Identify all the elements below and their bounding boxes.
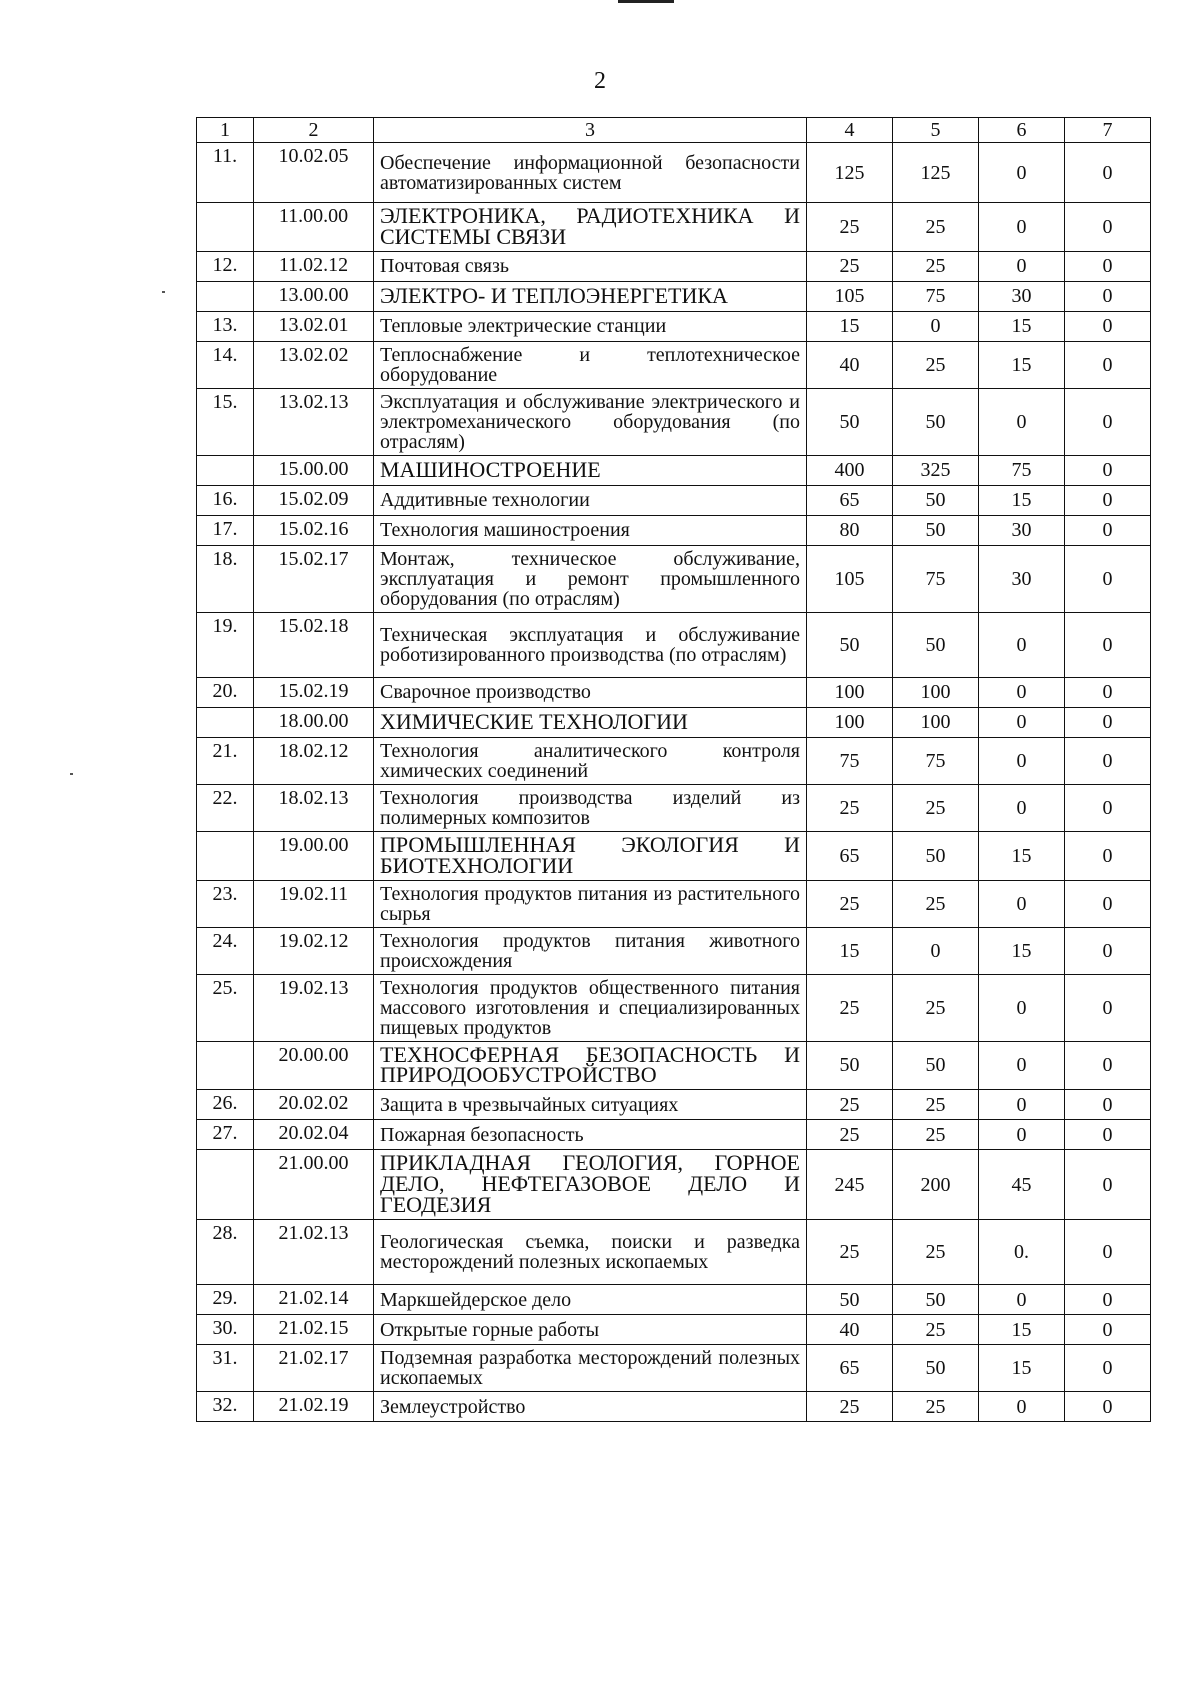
- value-cell-col7: 0: [1065, 388, 1151, 455]
- specialty-name-cell: Технология продуктов питания животного происхождения: [374, 927, 807, 974]
- specialty-name-cell: Сварочное производство: [374, 677, 807, 707]
- value-cell-col6: 0: [979, 251, 1065, 281]
- header-cell: 7: [1065, 118, 1151, 143]
- value-cell-col4: 25: [807, 880, 893, 927]
- row-number-cell: 30.: [197, 1315, 254, 1345]
- value-cell-col7: 0: [1065, 281, 1151, 311]
- value-cell-col4: 50: [807, 388, 893, 455]
- value-cell-col5: 0: [893, 311, 979, 341]
- specialty-code-cell: 19.02.11: [254, 880, 374, 927]
- specialty-code-cell: 15.02.09: [254, 485, 374, 515]
- value-cell-col7: 0: [1065, 1120, 1151, 1150]
- specialty-code-cell: 20.02.04: [254, 1120, 374, 1150]
- header-cell: 5: [893, 118, 979, 143]
- row-number-cell: 20.: [197, 677, 254, 707]
- value-cell-col5: 25: [893, 784, 979, 831]
- group-name-cell: ПРИКЛАДНАЯ ГЕОЛОГИЯ, ГОРНОЕ ДЕЛО, НЕФТЕГАЗОВОЕ ДЕЛО И ГЕОДЕЗИЯ: [374, 1150, 807, 1220]
- value-cell-col7: 0: [1065, 203, 1151, 252]
- value-cell-col7: 0: [1065, 677, 1151, 707]
- value-cell-col5: 75: [893, 281, 979, 311]
- value-cell-col6: 0: [979, 784, 1065, 831]
- value-cell-col6: 0: [979, 1392, 1065, 1422]
- value-cell-col7: 0: [1065, 612, 1151, 677]
- value-cell-col6: 15: [979, 831, 1065, 880]
- scan-speck: [162, 291, 165, 293]
- specialty-code-cell: 19.02.12: [254, 927, 374, 974]
- value-cell-col6: 0: [979, 974, 1065, 1041]
- value-cell-col7: 0: [1065, 341, 1151, 388]
- row-number-cell: 18.: [197, 545, 254, 612]
- specialty-name-cell: Защита в чрезвычайных ситуациях: [374, 1090, 807, 1120]
- row-number-cell: [197, 831, 254, 880]
- table-row: [197, 737, 1151, 784]
- value-cell-col4: 50: [807, 1285, 893, 1315]
- value-cell-col6: 0: [979, 612, 1065, 677]
- value-cell-col6: 15: [979, 1315, 1065, 1345]
- row-number-cell: 22.: [197, 784, 254, 831]
- value-cell-col7: 0: [1065, 251, 1151, 281]
- table-body: [197, 143, 1151, 1422]
- value-cell-col6: 0: [979, 707, 1065, 737]
- value-cell-col5: 50: [893, 1345, 979, 1392]
- row-number-cell: [197, 707, 254, 737]
- specialty-code-cell: 18.02.13: [254, 784, 374, 831]
- specialty-name-cell: Технология аналитического контроля химических соединений: [374, 737, 807, 784]
- value-cell-col5: 25: [893, 341, 979, 388]
- row-number-cell: 13.: [197, 311, 254, 341]
- specialty-name-cell: Почтовая связь: [374, 251, 807, 281]
- table-group-row: [197, 1150, 1151, 1220]
- value-cell-col6: 0: [979, 388, 1065, 455]
- value-cell-col7: 0: [1065, 1150, 1151, 1220]
- value-cell-col5: 75: [893, 545, 979, 612]
- value-cell-col4: 50: [807, 612, 893, 677]
- specialty-code-cell: 19.02.13: [254, 974, 374, 1041]
- row-number-cell: [197, 281, 254, 311]
- specialty-code-cell: 21.02.14: [254, 1285, 374, 1315]
- row-number-cell: [197, 203, 254, 252]
- value-cell-col5: 50: [893, 612, 979, 677]
- table-row: [197, 1315, 1151, 1345]
- value-cell-col4: 400: [807, 455, 893, 485]
- value-cell-col5: 25: [893, 1120, 979, 1150]
- value-cell-col4: 15: [807, 311, 893, 341]
- table-row: [197, 880, 1151, 927]
- value-cell-col5: 25: [893, 880, 979, 927]
- value-cell-col6: 0.: [979, 1220, 1065, 1285]
- value-cell-col7: 0: [1065, 784, 1151, 831]
- value-cell-col4: 65: [807, 485, 893, 515]
- value-cell-col7: 0: [1065, 311, 1151, 341]
- specialty-name-cell: Геологическая съемка, поиски и разведка месторождений полезных ископаемых: [374, 1220, 807, 1285]
- row-number-cell: 29.: [197, 1285, 254, 1315]
- specialty-code-cell: 11.02.12: [254, 251, 374, 281]
- table-row: [197, 1285, 1151, 1315]
- specialty-name-cell: Техническая эксплуатация и обслуживание роботизированного производства (по отраслям): [374, 612, 807, 677]
- value-cell-col7: 0: [1065, 974, 1151, 1041]
- specialty-name-cell: Технология продуктов питания из растительного сырья: [374, 880, 807, 927]
- row-number-cell: 17.: [197, 515, 254, 545]
- row-number-cell: 21.: [197, 737, 254, 784]
- specialty-name-cell: Тепловые электрические станции: [374, 311, 807, 341]
- value-cell-col5: 25: [893, 251, 979, 281]
- header-cell: 4: [807, 118, 893, 143]
- value-cell-col4: 105: [807, 545, 893, 612]
- specialty-name-cell: Маркшейдерское дело: [374, 1285, 807, 1315]
- value-cell-col4: 25: [807, 1392, 893, 1422]
- specialty-code-cell: 10.02.05: [254, 143, 374, 203]
- value-cell-col5: 100: [893, 707, 979, 737]
- specialty-name-cell: Аддитивные технологии: [374, 485, 807, 515]
- specialty-code-cell: 20.02.02: [254, 1090, 374, 1120]
- value-cell-col5: 0: [893, 927, 979, 974]
- specialty-name-cell: Подземная разработка месторождений полезных ископаемых: [374, 1345, 807, 1392]
- header-cell: 6: [979, 118, 1065, 143]
- specialty-code-cell: 21.02.13: [254, 1220, 374, 1285]
- table-row: [197, 1392, 1151, 1422]
- row-number-cell: 24.: [197, 927, 254, 974]
- specialty-code-cell: 15.02.19: [254, 677, 374, 707]
- value-cell-col4: 100: [807, 707, 893, 737]
- value-cell-col5: 50: [893, 1285, 979, 1315]
- value-cell-col7: 0: [1065, 1285, 1151, 1315]
- header-row: [197, 118, 1151, 143]
- value-cell-col4: 75: [807, 737, 893, 784]
- table-group-row: [197, 203, 1151, 252]
- value-cell-col4: 25: [807, 1090, 893, 1120]
- specialty-name-cell: Монтаж, техническое обслуживание, эксплуатация и ремонт промышленного оборудования (по отраслям): [374, 545, 807, 612]
- value-cell-col4: 245: [807, 1150, 893, 1220]
- table-row: [197, 485, 1151, 515]
- specialty-code-cell: 19.00.00: [254, 831, 374, 880]
- table-row: [197, 1120, 1151, 1150]
- row-number-cell: 19.: [197, 612, 254, 677]
- specialty-code-cell: 15.02.17: [254, 545, 374, 612]
- specialties-table: [196, 117, 1150, 1422]
- value-cell-col4: 25: [807, 974, 893, 1041]
- specialty-code-cell: 20.00.00: [254, 1041, 374, 1090]
- specialty-code-cell: 21.00.00: [254, 1150, 374, 1220]
- table-row: [197, 311, 1151, 341]
- value-cell-col4: 40: [807, 1315, 893, 1345]
- table-row: [197, 1345, 1151, 1392]
- header-cell: 2: [254, 118, 374, 143]
- table-group-row: [197, 831, 1151, 880]
- value-cell-col6: 0: [979, 737, 1065, 784]
- group-name-cell: ХИМИЧЕСКИЕ ТЕХНОЛОГИИ: [374, 707, 807, 737]
- table-row: [197, 974, 1151, 1041]
- value-cell-col6: 30: [979, 515, 1065, 545]
- value-cell-col7: 0: [1065, 737, 1151, 784]
- row-number-cell: 16.: [197, 485, 254, 515]
- value-cell-col7: 0: [1065, 927, 1151, 974]
- value-cell-col6: 0: [979, 677, 1065, 707]
- group-name-cell: МАШИНОСТРОЕНИЕ: [374, 455, 807, 485]
- value-cell-col7: 0: [1065, 1041, 1151, 1090]
- group-name-cell: ПРОМЫШЛЕННАЯ ЭКОЛОГИЯ И БИОТЕХНОЛОГИИ: [374, 831, 807, 880]
- specialty-code-cell: 15.02.16: [254, 515, 374, 545]
- value-cell-col5: 75: [893, 737, 979, 784]
- value-cell-col6: 75: [979, 455, 1065, 485]
- specialty-name-cell: Технология продуктов общественного питания массового изготовления и специализированных пищевых продуктов: [374, 974, 807, 1041]
- value-cell-col6: 0: [979, 880, 1065, 927]
- value-cell-col7: 0: [1065, 485, 1151, 515]
- group-name-cell: ТЕХНОСФЕРНАЯ БЕЗОПАСНОСТЬ И ПРИРОДООБУСТРОЙСТВО: [374, 1041, 807, 1090]
- specialty-code-cell: 15.02.18: [254, 612, 374, 677]
- specialty-code-cell: 18.00.00: [254, 707, 374, 737]
- value-cell-col5: 25: [893, 1090, 979, 1120]
- value-cell-col7: 0: [1065, 1345, 1151, 1392]
- table-group-row: [197, 1041, 1151, 1090]
- value-cell-col4: 65: [807, 1345, 893, 1392]
- value-cell-col7: 0: [1065, 1392, 1151, 1422]
- specialty-name-cell: Пожарная безопасность: [374, 1120, 807, 1150]
- row-number-cell: [197, 1041, 254, 1090]
- table-row: [197, 388, 1151, 455]
- value-cell-col7: 0: [1065, 880, 1151, 927]
- row-number-cell: 26.: [197, 1090, 254, 1120]
- value-cell-col5: 25: [893, 203, 979, 252]
- row-number-cell: [197, 1150, 254, 1220]
- value-cell-col4: 25: [807, 203, 893, 252]
- page-number: 2: [594, 68, 606, 94]
- table-row: [197, 1220, 1151, 1285]
- value-cell-col5: 50: [893, 515, 979, 545]
- value-cell-col4: 25: [807, 1220, 893, 1285]
- value-cell-col6: 0: [979, 1285, 1065, 1315]
- row-number-cell: 23.: [197, 880, 254, 927]
- value-cell-col5: 50: [893, 1041, 979, 1090]
- value-cell-col6: 30: [979, 545, 1065, 612]
- value-cell-col7: 0: [1065, 143, 1151, 203]
- table-group-row: [197, 455, 1151, 485]
- value-cell-col5: 50: [893, 831, 979, 880]
- value-cell-col6: 0: [979, 1090, 1065, 1120]
- value-cell-col4: 105: [807, 281, 893, 311]
- table-row: [197, 927, 1151, 974]
- table-group-row: [197, 707, 1151, 737]
- specialty-code-cell: 13.02.01: [254, 311, 374, 341]
- value-cell-col6: 0: [979, 143, 1065, 203]
- table-row: [197, 677, 1151, 707]
- row-number-cell: 25.: [197, 974, 254, 1041]
- value-cell-col4: 25: [807, 784, 893, 831]
- header-cell: 3: [374, 118, 807, 143]
- value-cell-col6: 15: [979, 311, 1065, 341]
- value-cell-col6: 0: [979, 1041, 1065, 1090]
- value-cell-col6: 15: [979, 341, 1065, 388]
- specialty-code-cell: 18.02.12: [254, 737, 374, 784]
- row-number-cell: 32.: [197, 1392, 254, 1422]
- specialty-name-cell: Теплоснабжение и теплотехническое оборудование: [374, 341, 807, 388]
- table-row: [197, 251, 1151, 281]
- specialty-code-cell: 13.00.00: [254, 281, 374, 311]
- value-cell-col6: 45: [979, 1150, 1065, 1220]
- value-cell-col4: 25: [807, 251, 893, 281]
- specialty-code-cell: 21.02.17: [254, 1345, 374, 1392]
- value-cell-col5: 100: [893, 677, 979, 707]
- value-cell-col5: 25: [893, 1392, 979, 1422]
- value-cell-col4: 40: [807, 341, 893, 388]
- value-cell-col4: 65: [807, 831, 893, 880]
- header-cell: 1: [197, 118, 254, 143]
- value-cell-col5: 325: [893, 455, 979, 485]
- value-cell-col6: 0: [979, 203, 1065, 252]
- specialty-code-cell: 11.00.00: [254, 203, 374, 252]
- specialty-code-cell: 21.02.19: [254, 1392, 374, 1422]
- row-number-cell: 11.: [197, 143, 254, 203]
- row-number-cell: 27.: [197, 1120, 254, 1150]
- value-cell-col4: 15: [807, 927, 893, 974]
- value-cell-col7: 0: [1065, 1090, 1151, 1120]
- value-cell-col5: 25: [893, 1315, 979, 1345]
- row-number-cell: 28.: [197, 1220, 254, 1285]
- value-cell-col5: 25: [893, 1220, 979, 1285]
- value-cell-col6: 15: [979, 485, 1065, 515]
- table-row: [197, 515, 1151, 545]
- group-name-cell: ЭЛЕКТРОНИКА, РАДИОТЕХНИКА И СИСТЕМЫ СВЯЗИ: [374, 203, 807, 252]
- row-number-cell: 15.: [197, 388, 254, 455]
- value-cell-col7: 0: [1065, 1315, 1151, 1345]
- value-cell-col4: 50: [807, 1041, 893, 1090]
- table-row: [197, 784, 1151, 831]
- specialty-name-cell: Обеспечение информационной безопасности автоматизированных систем: [374, 143, 807, 203]
- value-cell-col6: 15: [979, 927, 1065, 974]
- value-cell-col5: 50: [893, 388, 979, 455]
- value-cell-col5: 200: [893, 1150, 979, 1220]
- value-cell-col4: 80: [807, 515, 893, 545]
- specialty-code-cell: 21.02.15: [254, 1315, 374, 1345]
- value-cell-col7: 0: [1065, 831, 1151, 880]
- specialty-name-cell: Землеустройство: [374, 1392, 807, 1422]
- row-number-cell: [197, 455, 254, 485]
- value-cell-col7: 0: [1065, 545, 1151, 612]
- scan-edge-mark: [618, 0, 674, 3]
- table-group-row: [197, 281, 1151, 311]
- table-row: [197, 143, 1151, 203]
- value-cell-col4: 125: [807, 143, 893, 203]
- value-cell-col7: 0: [1065, 455, 1151, 485]
- value-cell-col6: 0: [979, 1120, 1065, 1150]
- specialty-code-cell: 15.00.00: [254, 455, 374, 485]
- specialty-name-cell: Эксплуатация и обслуживание электрического и электромеханического оборудования (по отраслям): [374, 388, 807, 455]
- value-cell-col7: 0: [1065, 1220, 1151, 1285]
- value-cell-col4: 25: [807, 1120, 893, 1150]
- value-cell-col7: 0: [1065, 707, 1151, 737]
- table-row: [197, 612, 1151, 677]
- value-cell-col5: 125: [893, 143, 979, 203]
- value-cell-col6: 30: [979, 281, 1065, 311]
- value-cell-col7: 0: [1065, 515, 1151, 545]
- table-row: [197, 545, 1151, 612]
- value-cell-col4: 100: [807, 677, 893, 707]
- row-number-cell: 31.: [197, 1345, 254, 1392]
- value-cell-col5: 50: [893, 485, 979, 515]
- specialty-name-cell: Технология машиностроения: [374, 515, 807, 545]
- specialty-name-cell: Открытые горные работы: [374, 1315, 807, 1345]
- value-cell-col6: 15: [979, 1345, 1065, 1392]
- group-name-cell: ЭЛЕКТРО- И ТЕПЛОЭНЕРГЕТИКА: [374, 281, 807, 311]
- table-row: [197, 341, 1151, 388]
- row-number-cell: 14.: [197, 341, 254, 388]
- value-cell-col5: 25: [893, 974, 979, 1041]
- table-row: [197, 1090, 1151, 1120]
- specialty-name-cell: Технология производства изделий из полимерных композитов: [374, 784, 807, 831]
- specialty-code-cell: 13.02.02: [254, 341, 374, 388]
- scan-speck: [70, 773, 73, 775]
- specialty-code-cell: 13.02.13: [254, 388, 374, 455]
- row-number-cell: 12.: [197, 251, 254, 281]
